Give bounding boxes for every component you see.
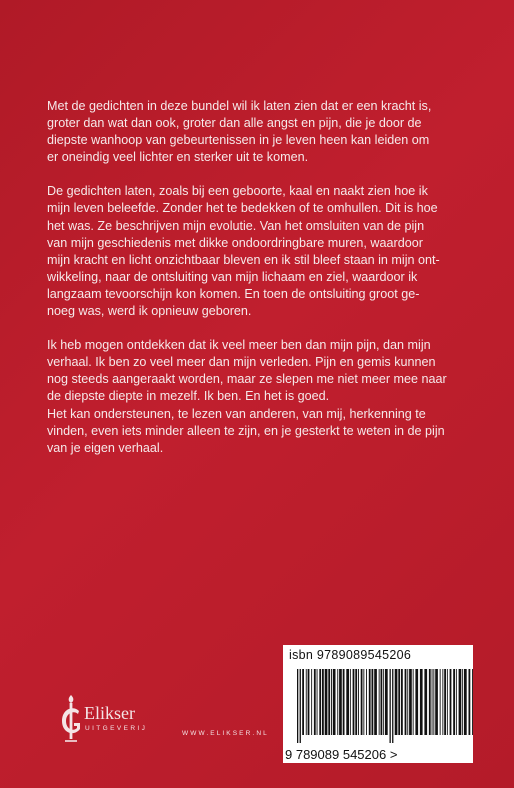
isbn-label: isbn 9789089545206 <box>289 648 412 662</box>
barcode-bar <box>353 669 355 735</box>
barcode-digits: 9 789089 545206 > <box>285 747 398 762</box>
publisher-website: WWW.ELIKSER.NL <box>182 730 269 737</box>
paragraph-2 <box>47 183 472 320</box>
barcode-bar <box>415 669 418 735</box>
barcode-bar <box>462 669 463 735</box>
barcode-bar <box>433 669 434 735</box>
text-line: De gedichten laten, zoals bij een geboorte, kaal en naakt zien hoe ik <box>47 184 428 199</box>
text-line: het was. Ze beschrijven mijn evolutie. Van het omsluiten van de pijn <box>47 218 425 233</box>
barcode-bar <box>456 669 457 735</box>
barcode-bar <box>306 669 307 735</box>
text-line: verhaal. Ik ben zo veel meer dan mijn verleden. Pijn en gemis kunnen <box>47 355 436 370</box>
barcode-bar <box>322 669 324 735</box>
publisher-logo-icon <box>57 693 85 745</box>
barcode-bar <box>409 669 412 735</box>
barcode-bar <box>398 669 400 735</box>
barcode-bar <box>331 669 332 735</box>
barcode-bar <box>395 669 398 735</box>
text-line: Met de gedichten in deze bundel wil ik laten zien dat er een kracht is, <box>47 99 432 113</box>
barcode-bar <box>328 669 330 735</box>
paragraph-1 <box>47 98 472 166</box>
barcode-bar <box>358 669 359 735</box>
barcode-bar <box>297 669 298 743</box>
barcode-bar <box>392 669 393 743</box>
text-line: er oneindig veel lichter en sterker uit te komen. <box>47 150 309 165</box>
publisher-name: Elikser <box>84 703 135 723</box>
barcode-bar <box>450 669 452 735</box>
barcode-bar <box>405 669 407 735</box>
barcode-bar <box>381 669 383 735</box>
barcode-bar <box>379 669 380 735</box>
barcode-bar <box>444 669 446 735</box>
barcode-bar <box>383 669 384 735</box>
back-cover-text <box>47 98 472 474</box>
barcode-bar <box>311 669 312 735</box>
text-line: van je eigen verhaal. <box>47 440 164 455</box>
barcode-bar <box>346 669 349 735</box>
barcode-bar <box>459 669 462 735</box>
barcode-bar <box>407 669 408 735</box>
barcode-bar <box>374 669 377 735</box>
text-line: vinden, even iets minder alleen te zijn, en je gesterkt te weten in de pijn <box>47 423 445 438</box>
barcode-bar <box>363 669 364 735</box>
barcode-bar <box>317 669 318 735</box>
barcode-bar <box>314 669 316 735</box>
barcode-bar <box>390 669 391 743</box>
paragraph-3 <box>47 337 472 405</box>
barcode-bar <box>424 669 427 735</box>
barcode-bar <box>361 669 363 735</box>
barcode-bar <box>385 669 388 735</box>
barcode-bar <box>453 669 455 735</box>
text-line: Het kan ondersteunen, te lezen van anderen, van mij, herkenning te <box>47 406 426 421</box>
barcode-bar <box>339 669 342 735</box>
text-line: diepste wanhoop van gebeurtenissen in je leven heen kan leiden om <box>47 133 430 148</box>
barcode-bar <box>333 669 336 735</box>
barcode-bar <box>337 669 338 735</box>
text-line: van mijn geschiedenis met dikke ondoordringbare muren, waardoor <box>47 235 423 250</box>
publisher-subtitle: UITGEVERIJ <box>85 725 148 732</box>
barcode-bar <box>447 669 448 735</box>
barcode-bar <box>343 669 345 735</box>
barcode-bar <box>442 669 443 735</box>
text-line: mijn kracht en licht onzichtbaar bleven en ik stil bleef staan in mijn ont- <box>47 252 440 267</box>
barcode-bar <box>372 669 374 735</box>
barcode-bar <box>325 669 328 735</box>
barcode-bars <box>297 669 473 743</box>
barcode-bar <box>432 669 433 735</box>
barcode-bar <box>355 669 357 735</box>
barcode-bar <box>413 669 414 735</box>
barcode-bar <box>366 669 367 735</box>
text-line: Ik heb mogen ontdekken dat ik veel meer ben dan mijn pijn, dan mijn <box>47 338 431 353</box>
text-line: langzaam tevoorschijn kon komen. En toen de ontsluiting groot ge- <box>47 286 420 301</box>
paragraph-4 <box>47 406 472 457</box>
barcode-bar <box>350 669 351 735</box>
barcode-bar <box>300 669 301 743</box>
barcode-bar <box>472 669 473 735</box>
barcode-bar <box>319 669 321 735</box>
barcode-bar <box>429 669 431 735</box>
barcode-bar <box>420 669 423 735</box>
barcode-bar <box>302 669 304 735</box>
text-line: noeg was, werd ik opnieuw geboren. <box>47 304 252 319</box>
barcode-bar <box>308 669 310 735</box>
barcode-bar <box>401 669 403 735</box>
text-line: de diepste diepte in mezelf. Ik ben. En het is goed. <box>47 389 330 404</box>
barcode-bar <box>464 669 467 735</box>
text-line: wikkeling, naar de ontsluiting van mijn lichaam en ziel, waardoor ik <box>47 269 418 284</box>
isbn-barcode-box <box>283 645 473 763</box>
text-line: mijn leven beleefde. Zonder het te bedekken of te omhullen. Dit is hoe <box>47 201 438 216</box>
text-line: nog steeds aangeraakt worden, maar ze slepen me niet meer mee naar <box>47 372 447 387</box>
barcode-bar <box>469 669 471 735</box>
barcode-bar <box>369 669 371 735</box>
barcode-bar <box>435 669 438 735</box>
text-line: groter dan wat dan ook, groter dan alle angst en pijn, die je door de <box>47 116 422 131</box>
barcode-bar <box>440 669 441 735</box>
barcode <box>283 665 473 763</box>
